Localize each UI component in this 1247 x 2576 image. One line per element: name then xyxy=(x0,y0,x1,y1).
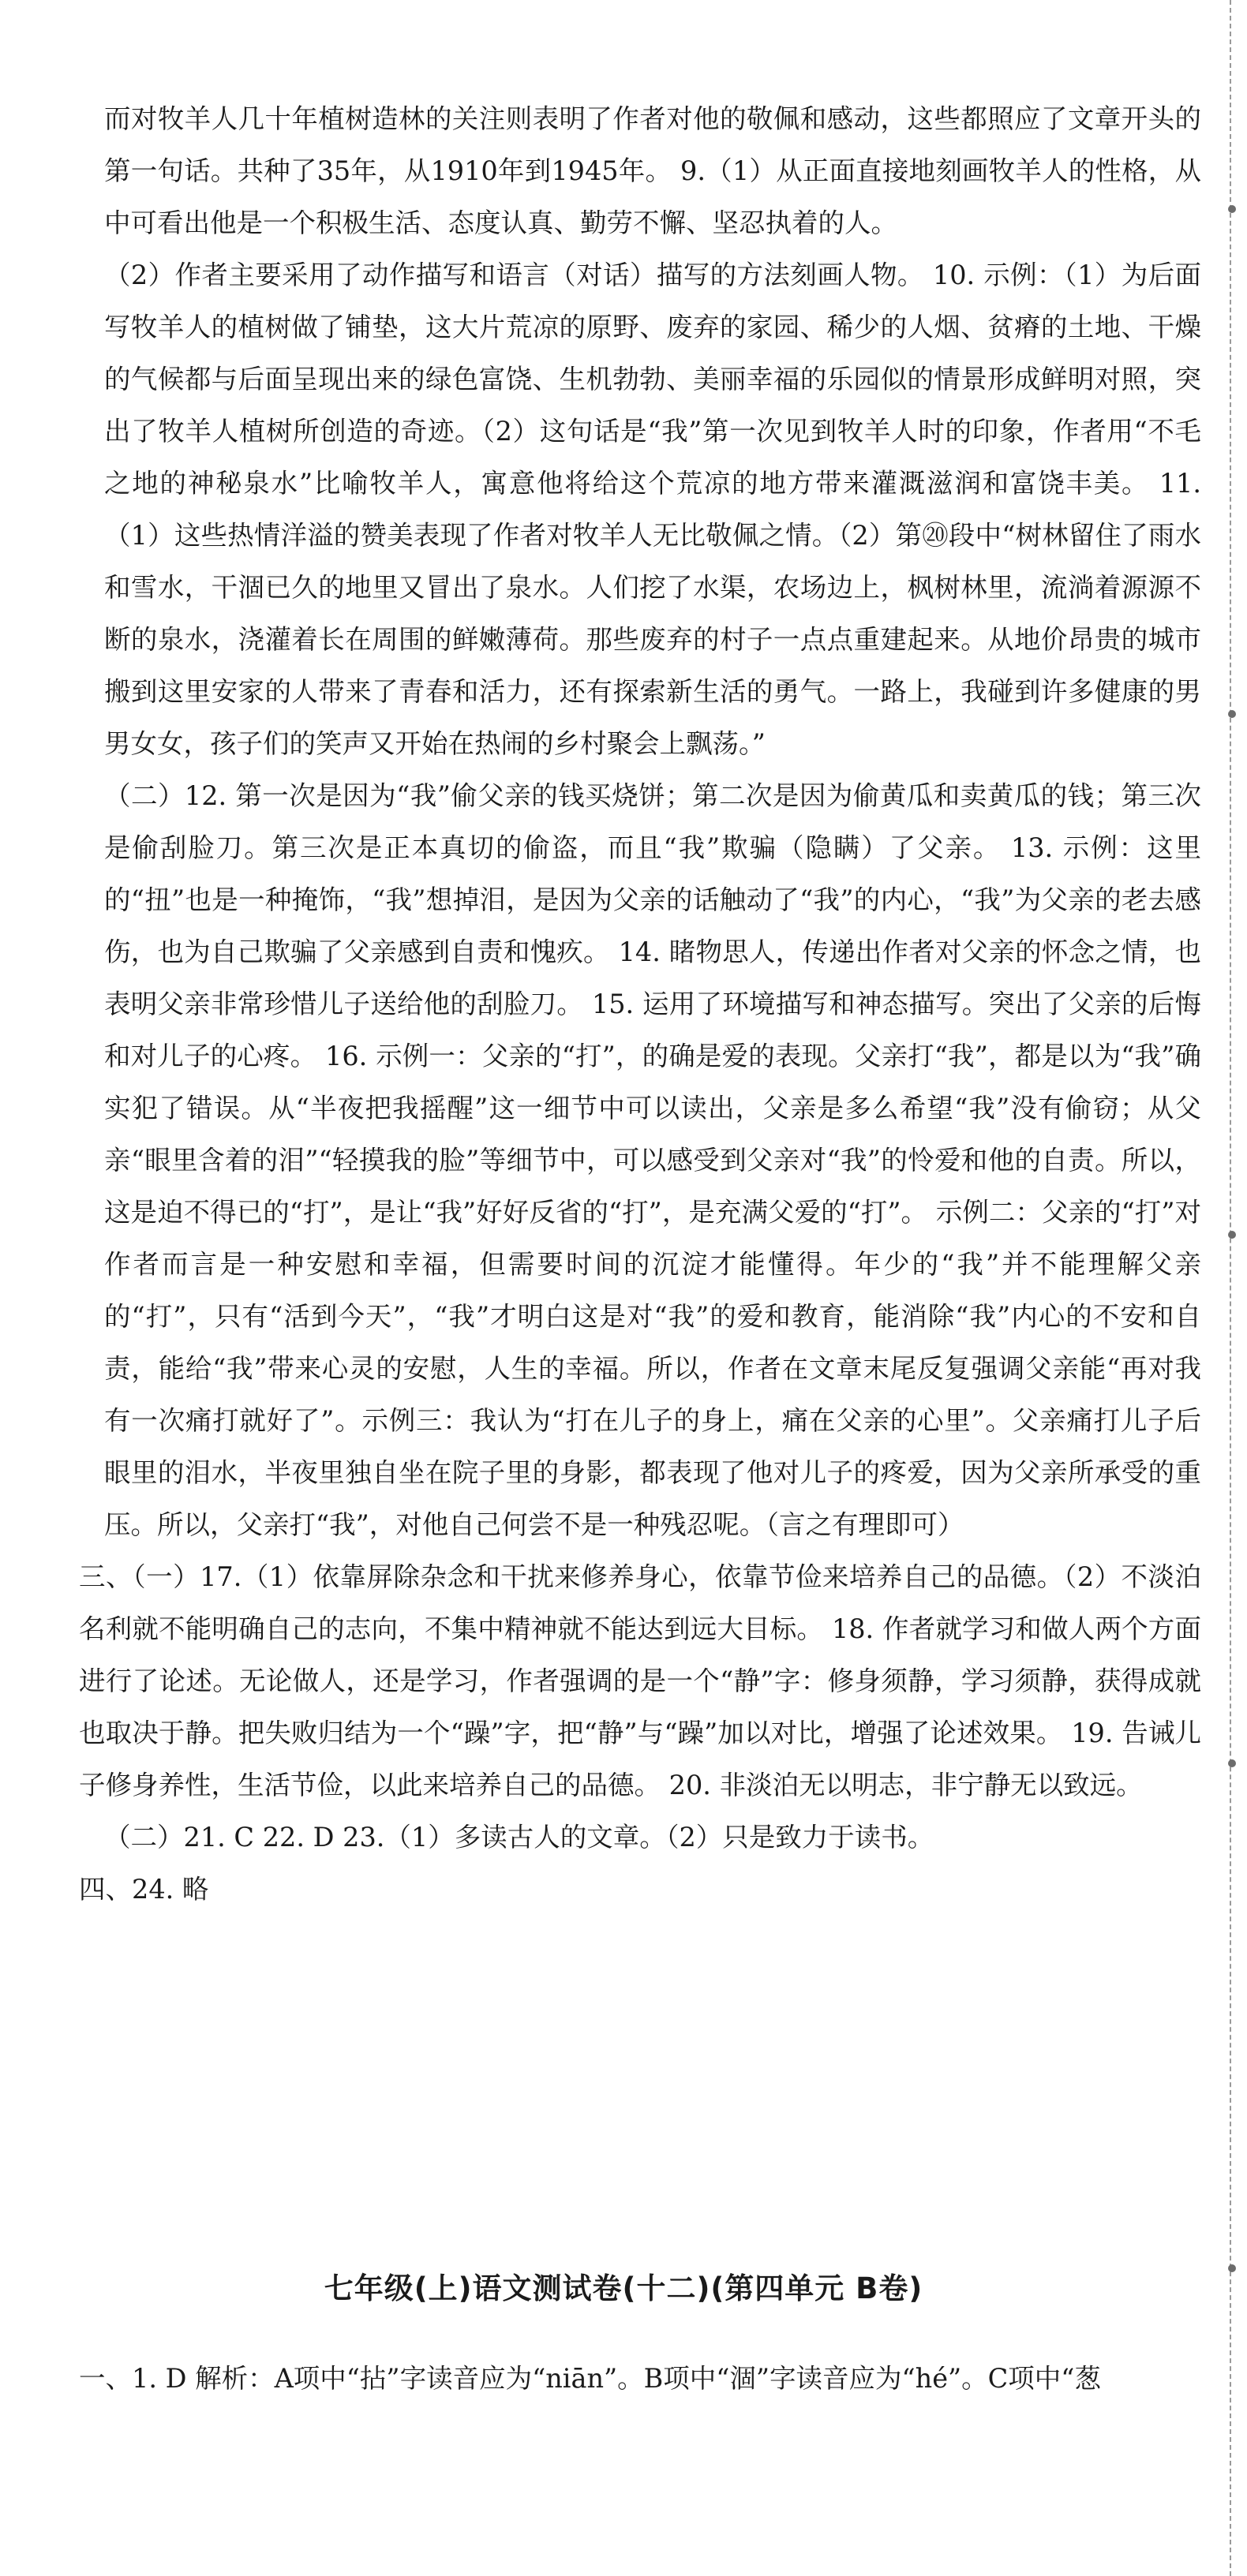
binding-dot xyxy=(1228,2264,1236,2272)
answer-paragraph-5: （二）21. C 22. D 23.（1）多读古人的文章。（2）只是致力于读书。 xyxy=(104,1822,934,1853)
binding-dot xyxy=(1228,1231,1236,1239)
binding-dot xyxy=(1228,1759,1236,1767)
binding-dot xyxy=(1228,710,1236,718)
binding-dot xyxy=(1228,205,1236,213)
answer-paragraph-2: （2）作者主要采用了动作描写和语言（对话）描写的方法刻画人物。 10. 示例：（1）为后面写牧羊人的植树做了铺垫，这大片荒凉的原野、废弃的家园、稀少的人烟、贫瘠的土地、干燥的气候都与后面呈现出来的绿色富饶、生机勃勃、美丽幸福的乐园似的情景形成鲜明对照，突出了牧羊人植树所创造的奇迹。（2）这句话是“我”第一次见到牧羊人时的印象，作者用“不毛之地的神秘泉水”比喻牧羊人，寓意他将给这个荒凉的地方带来灌溉滋润和富饶丰美。 11.（1）这些热情洋溢的赞美表现了作者对牧羊人无比敬佩之情。（2）第⑳段中“树林留住了雨水和雪水，干涸已久的地里又冒出了泉水。人们挖了水渠，农场边上，枫树林里，流淌着源源不断的泉水，浇灌着长在周围的鲜嫩薄荷。那些废弃的村子一点点重建起来。从地价昂贵的城市搬到这里安家的人带来了青春和活力，还有探索新生活的勇气。一路上，我碰到许多健康的男男女女，孩子们的笑声又开始在热闹的乡村聚会上飘荡。” xyxy=(104,260,1201,759)
test-heading: 七年级(上)语文测试卷(十二)(第四单元 B卷) xyxy=(324,2271,923,2305)
answer-paragraph-3: （二）12. 第一次是因为“我”偷父亲的钱买烧饼；第二次是因为偷黄瓜和卖黄瓜的钱；第三次是偷刮脸刀。第三次是正本真切的偷盗，而且“我”欺骗（隐瞒）了父亲。 13. 示例：这里的“扭”也是一种掩饰，“我”想掉泪，是因为父亲的话触动了“我”的内心，“我”为父亲的老去感伤，也为自己欺骗了父亲感到自责和愧疚。 14. 睹物思人，传递出作者对父亲的怀念之情，也表明父亲非常珍惜儿子送给他的刮脸刀。 15. 运用了环境描写和神态描写。突出了父亲的后悔和对儿子的心疼。 16. 示例一：父亲的“打”，的确是爱的表现。父亲打“我”，都是以为“我”确实犯了错误。从“半夜把我摇醒”这一细节中可以读出，父亲是多么希望“我”没有偷窃；从父亲“眼里含着的泪”“轻摸我的脸”等细节中，可以感受到父亲对“我”的怜爱和他的自责。所以，这是迫不得已的“打”，是让“我”好好反省的“打”，是充满父爱的“打”。 示例二：父亲的“打”对作者而言是一种安慰和幸福，但需要时间的沉淀才能懂得。年少的“我”并不能理解父亲的“打”，只有“活到今天”，“我”才明白这是对“我”的爱和教育，能消除“我”内心的不安和自责，能给“我”带来心灵的安慰，人生的幸福。所以，作者在文章末尾反复强调父亲能“再对我有一次痛打就好了”。示例三：我认为“打在儿子的身上，痛在父亲的心里”。父亲痛打儿子后眼里的泪水，半夜里独自坐在院子里的身影，都表现了他对儿子的疼爱，因为父亲所承受的重压。所以，父亲打“我”，对他自己何尝不是一种残忍呢。（言之有理即可） xyxy=(104,780,1201,1540)
answer-paragraph-6: 四、24. 略 xyxy=(79,1874,209,1905)
answer-text-block xyxy=(79,93,1201,1916)
answer-paragraph-1: 而对牧羊人几十年植树造林的关注则表明了作者对他的敬佩和感动，这些都照应了文章开头的第一句话。共种了35年，从1910年到1945年。 9.（1）从正面直接地刻画牧羊人的性格，从中可看出他是一个积极生活、态度认真、勤劳不懈、坚忍执着的人。 xyxy=(104,103,1201,238)
binding-dashed-line xyxy=(1230,0,1231,2576)
answer-last-line: 一、1. D 解析：A项中“拈”字读音应为“niān”。B项中“涸”字读音应为“hé”。C项中“葱 xyxy=(79,2363,1101,2394)
answer-paragraph-4: 三、（一）17.（1）依靠屏除杂念和干扰来修养身心，依靠节俭来培养自己的品德。（2）不淡泊名利就不能明确自己的志向，不集中精神就不能达到远大目标。 18. 作者就学习和做人两个方面进行了论述。无论做人，还是学习，作者强调的是一个“静”字：修身须静，学习须静，获得成就也取决于静。把失败归结为一个“躁”字，把“静”与“躁”加以对比，增强了论述效果。 19. 告诫儿子修身养性，生活节俭，以此来培养自己的品德。 20. 非淡泊无以明志，非宁静无以致远。 xyxy=(79,1561,1201,1800)
